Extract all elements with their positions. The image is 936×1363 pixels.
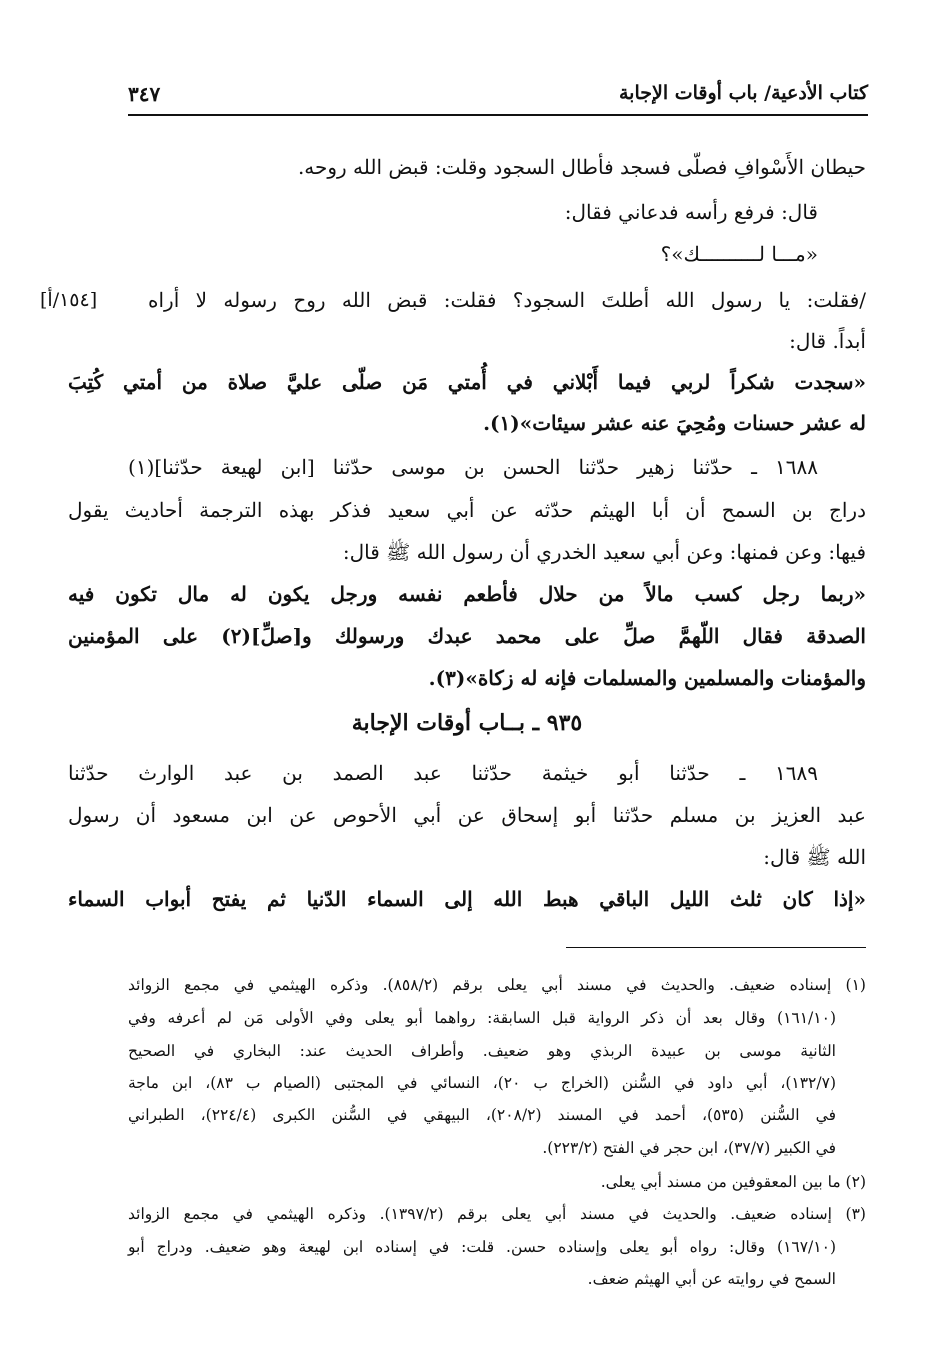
page-header [128,80,868,116]
footnote-line: (٢) ما بين المعقوفين من مسند أبي يعلى. [600,1173,866,1191]
page-number: ٣٤٧ [128,82,161,106]
body-line: «مـــا لــــــــــك»؟ [660,242,818,266]
body-line: حيطان الأَسْوافِ فصلّى فسجد فأطال السجود وقلت: قبض الله روحه. [297,155,866,179]
hadith-text: والمؤمنات والمسلمين والمسلمات فإنه له زكاة»(٣). [428,666,866,690]
footnote-line: في السُّنن (٥٣٥)، أحمد في المسند (٢٠٨/٢)، البيهقي في السُّنن الكبرى (٢٢٤/٤)، الطبراني [128,1106,837,1124]
hadith-number-line: ١٦٨٨ ـ حدّثنا زهير حدّثنا الحسن بن موسى حدّثنا [ابن لهيعة حدّثنا](١) [128,455,818,479]
hadith-text: «إذا كان ثلث الليل الباقي هبط الله إلى السماء الدّنيا ثم يفتح أبواب السماء [68,887,866,911]
running-title: كتاب الأدعية/ باب أوقات الإجابة [619,82,868,104]
body-line: عبد العزيز بن مسلم حدّثنا أبو إسحاق عن أبي الأحوص عن ابن مسعود أن رسول [68,803,866,827]
manuscript-folio-note: [١٥٤/أ] [40,289,98,311]
footnote-line: (١٦٧/١٠) وقال: رواه أبو يعلى وإسناده حسن. قلت: في إسناده ابن لهيعة وهو ضعيف. ودراج أبو [128,1238,836,1256]
chapter-heading: ٩٣٥ ـ بــاب أوقات الإجابة [351,710,583,736]
footnote-line: (٣) إسناده ضعيف. والحديث في مسند أبي يعلى برقم (١٣٩٧/٢). وذكره الهيثمي في مجمع الزوائد [128,1205,866,1223]
footnote-line: (١) إسناده ضعيف. والحديث في مسند أبي يعلى برقم (٨٥٨/٢). وذكره الهيثمي في مجمع الزوائد [128,976,866,994]
hadith-text: الصدقة فقال اللّهمَّ صلِّ على محمد عبدك ورسولك و[صلِّ](٢) على المؤمنين [68,624,866,648]
hadith-number-line: ١٦٨٩ ـ حدّثنا أبو خيثمة حدّثنا عبد الصمد بن عبد الوارث حدّثنا [68,761,818,785]
body-line: فيها: وعن فمنها: وعن أبي سعيد الخدري أن رسول الله ﷺ قال: [342,540,866,564]
footnote-separator [566,947,866,948]
body-line: دراج بن السمح أن أبا الهيثم حدّثه عن أبي سعيد فذكر بهذه الترجمة أحاديث يقول [68,498,866,522]
footnote-line: (١٣٢/٧)، أبي داود في السُّنن (الخراج ب ٢٠)، النسائي في المجتبى (الصيام ب ٨٣)، ابن ماجة [128,1074,836,1092]
hadith-text: له عشر حسنات ومُحِيَ عنه عشر سيئات»(١). [483,411,866,435]
hadith-text: «سجدت شكراً لربي فيما أَبْلاني في أُمتي مَن صلّى عليَّ صلاة من أمتي كُتِبَ [68,370,866,394]
hadith-text: «ربما رجل كسب مالاً من حلال فأطعم نفسه ورجل يكون له مال تكون فيه [68,582,866,606]
body-line: أبداً. قال: [789,329,866,353]
footnote-line: في الكبير (٣٧/٧)، ابن حجر في الفتح (٢٢٣/٢). [542,1139,836,1157]
footnote-line: السمح في روايته عن أبي الهيثم ضعف. [587,1270,836,1288]
footnote-line: (١٦١/١٠) وقال بعد أن ذكر الرواية قبل السابقة: رواهما أبو يعلى وفي الأولى مَن لم أعرفه وفي [128,1009,836,1027]
body-line: قال: فرفع رأسه فدعاني فقال: [564,200,818,224]
body-line: الله ﷺ قال: [763,845,866,869]
body-line: /فقلت: يا رسول الله أطلتَ السجود؟ فقلت: قبض الله روح رسوله لا أراه [148,288,866,312]
footnote-line: الثانية موسى بن عبيدة الربذي وهو ضعيف. وأطراف الحديث عند: البخاري في الصحيح [128,1042,836,1060]
